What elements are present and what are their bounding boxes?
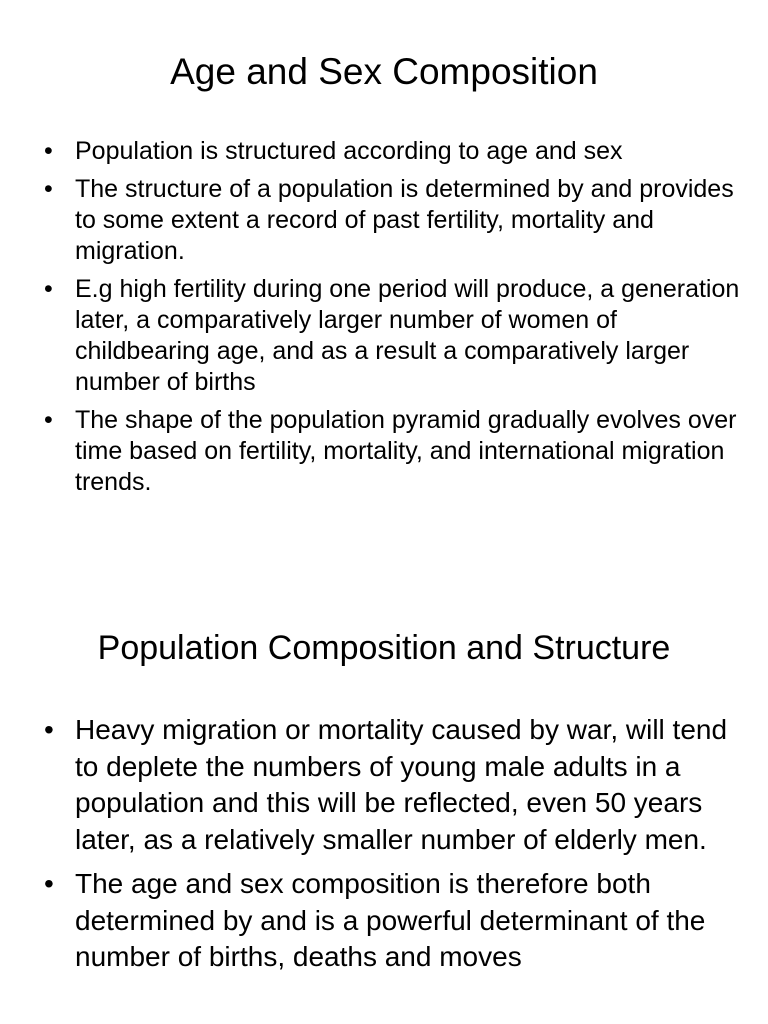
bullet-icon: • [44,175,53,203]
bullet-icon: • [44,275,53,303]
bullet-text: Heavy migration or mortality caused by war, will tend to deplete the numbers of young male adults in a population and this will be reflected, even 50 years later, as a relatively smaller number of elderly men. [75,714,728,855]
slide-population-composition-and-structure [0,576,768,1024]
bullet-list [0,712,740,984]
bullet-item [0,866,740,976]
bullet-icon: • [44,137,53,165]
bullet-item [0,274,740,398]
bullet-text: The age and sex composition is therefore both determined by and is a powerful determinant of the number of births, deaths and moves [75,868,706,972]
bullet-item [0,136,740,167]
bullet-text: E.g high fertility during one period will produce, a generation later, a comparatively larger number of women of childbearing age, and as a result a comparatively larger number of births [75,275,740,396]
bullet-icon: • [44,406,53,434]
bullet-text: The structure of a population is determined by and provides to some extent a record of past fertility, mortality and migration. [75,175,734,265]
bullet-item [0,712,740,858]
bullet-icon: • [44,714,54,745]
bullet-text: The shape of the population pyramid gradually evolves over time based on fertility, mortality, and international migration trends. [75,406,737,496]
bullet-icon: • [44,868,54,899]
bullet-item [0,405,740,498]
bullet-item [0,174,740,267]
slide-title: Age and Sex Composition [170,51,598,92]
bullet-text: Population is structured according to age and sex [75,137,623,165]
bullet-list [0,136,740,505]
slide-title: Population Composition and Structure [97,629,671,667]
